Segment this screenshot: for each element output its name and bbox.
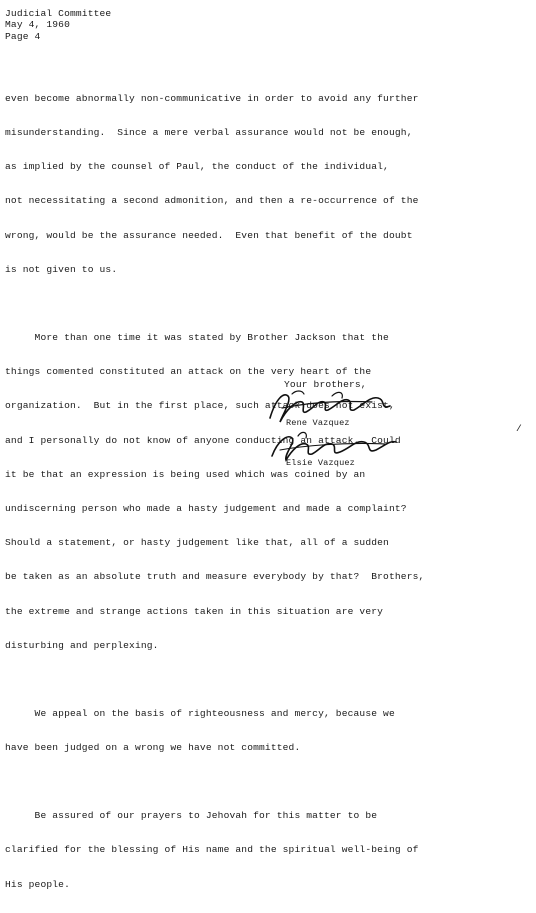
header-date: May 4, 1960 <box>5 19 70 31</box>
text-line: Be assured of our prayers to Jehovah for this matter to be <box>5 810 378 822</box>
text-line: even become abnormally non-communicative in order to avoid any further <box>5 92 419 104</box>
text-line: We appeal on the basis of righteousness and mercy, because we <box>5 707 395 719</box>
text-line: clarified for the blessing of His name and the spiritual well-being of <box>5 844 419 856</box>
text-line: and I personally do not know of anyone conducting an attack. Could <box>5 434 401 446</box>
text-line: organization. But in the first place, such attack does not exist, <box>5 400 395 412</box>
text-line: be taken as an absolute truth and measure everybody by that? Brothers, <box>5 571 425 583</box>
text-line: is not given to us. <box>5 263 118 275</box>
paragraph-1 <box>5 70 530 298</box>
typed-name-1: Rene Vazquez <box>286 418 350 428</box>
text-line: as implied by the counsel of Paul, the conduct of the individual, <box>5 161 389 173</box>
header-committee: Judicial Committee <box>5 8 112 19</box>
typed-name-2: Elsie Vazquez <box>286 458 355 468</box>
paragraph-4 <box>5 787 530 912</box>
closing-salutation: Your brothers, <box>284 379 367 390</box>
letter-body <box>5 70 530 913</box>
paragraph-2 <box>5 309 530 674</box>
text-line: misunderstanding. Since a mere verbal assurance would not be enough, <box>5 127 413 139</box>
text-line: the extreme and strange actions taken in this situation are very <box>5 605 384 617</box>
letter-header <box>5 8 111 42</box>
text-line: Should a statement, or hasty judgement like that, all of a sudden <box>5 537 389 549</box>
text-line: things comented constituted an attack on the very heart of the <box>5 366 372 378</box>
paragraph-3 <box>5 685 530 776</box>
text-line: have been judged on a wrong we have not committed. <box>5 742 301 754</box>
text-line: undiscerning person who made a hasty judgement and made a complaint? <box>5 503 407 515</box>
text-line: disturbing and perplexing. <box>5 639 159 651</box>
text-line: More than one time it was stated by Brother Jackson that the <box>5 331 389 343</box>
text-line: it be that an expression is being used which was coined by an <box>5 468 366 480</box>
text-line: not necessitating a second admonition, and then a re-occurrence of the <box>5 195 419 207</box>
header-page-number: Page 4 <box>5 30 41 42</box>
text-line: wrong, would be the assurance needed. Even that benefit of the doubt <box>5 229 413 241</box>
text-line: His people. <box>5 878 70 890</box>
margin-mark: / <box>516 423 522 434</box>
